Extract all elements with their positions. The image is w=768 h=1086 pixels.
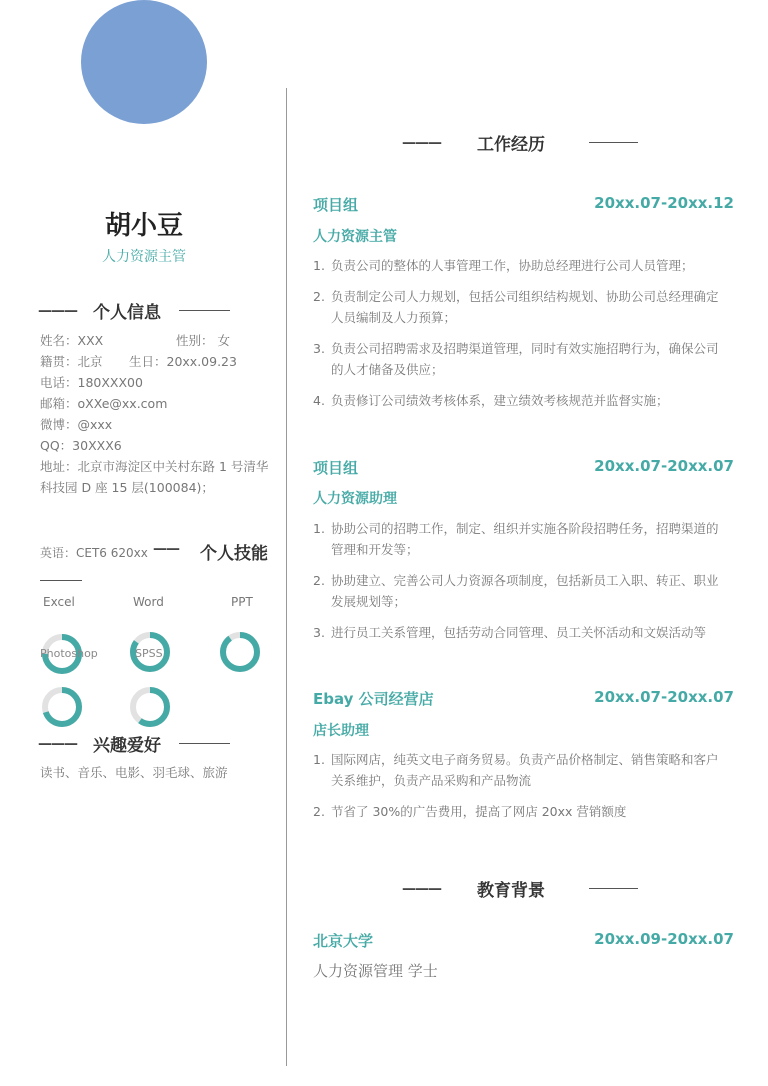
- job-role: 人力资源助理: [313, 491, 397, 507]
- job-date: 20xx.07-20xx.12: [594, 194, 734, 212]
- job-org: Ebay 公司经营店: [313, 690, 434, 708]
- info-address: 地址：北京市海淀区中关村东路 1 号清华科技园 D 座 15 层(100084)；: [40, 459, 269, 495]
- skill-ring-photoshop: [41, 686, 83, 728]
- skills-heading: 个人技能: [200, 544, 268, 564]
- duty-item: 3. 负责公司招聘需求及招聘渠道管理，同时有效实施招聘行为，确保公司的人才储备及供应；: [313, 341, 719, 377]
- info-weibo: 微博：@xxx: [40, 417, 113, 432]
- duty-item: 1. 国际网店，纯英文电子商务贸易。负责产品价格制定、销售策略和客户关系维护，负责产品采购和产品物流: [313, 752, 719, 788]
- heading-line: [589, 142, 638, 143]
- skill-ring-spss: [129, 686, 171, 728]
- duty-item: 3. 进行员工关系管理，包括劳动合同管理、员工关怀活动和文娱活动等: [313, 625, 707, 640]
- hobbies-heading: ——— 兴趣爱好: [38, 731, 230, 756]
- avatar: [81, 0, 207, 124]
- skill-label-word: Word: [133, 595, 164, 609]
- edu-major: 人力资源管理 学士: [313, 962, 438, 980]
- heading-dash: ———: [402, 880, 441, 897]
- heading-line: [589, 888, 638, 889]
- skill-ring-ppt: [219, 631, 261, 673]
- heading-dash: ———: [38, 735, 77, 752]
- duty-item: 1. 协助公司的招聘工作，制定、组织并实施各阶段招聘任务，招聘渠道的管理和开发等；: [313, 521, 719, 557]
- heading-line: [40, 580, 82, 581]
- heading-line: [179, 743, 230, 744]
- skill-label-spss: SPSS: [135, 647, 163, 660]
- job-duties: [313, 749, 725, 832]
- skill-ring-fill: [223, 635, 257, 669]
- job-role: 店长助理: [313, 723, 369, 739]
- job-role: 人力资源主管: [313, 229, 397, 245]
- hobbies-text: 读书、音乐、电影、羽毛球、旅游: [40, 765, 228, 780]
- edu-school: 北京大学: [313, 932, 374, 950]
- heading-dash: ——: [153, 541, 179, 557]
- job-org: 项目组: [313, 459, 359, 477]
- duty-item: 2. 负责制定公司人力规划，包括公司组织结构规划、协助公司总经理确定人员编制及人力预算；: [313, 289, 719, 325]
- heading-dash: ———: [402, 134, 441, 151]
- info-hometown: 籍贯：北京: [40, 354, 103, 369]
- english-level: 英语：CET6 620xx: [40, 546, 148, 560]
- edu-date: 20xx.09-20xx.07: [594, 930, 734, 948]
- info-qq: QQ：30XXX6: [40, 438, 122, 453]
- info-phone: 电话：180XXX00: [40, 375, 143, 390]
- heading-line: [179, 310, 230, 311]
- column-divider: [286, 88, 287, 1066]
- job-date: 20xx.07-20xx.07: [594, 688, 734, 706]
- job-date: 20xx.07-20xx.07: [594, 457, 734, 475]
- personal-info-heading: ——— 个人信息: [38, 298, 230, 323]
- duty-item: 4. 负责修订公司绩效考核体系，建立绩效考核规范并监督实施；: [313, 393, 669, 408]
- skill-label-excel: Excel: [43, 595, 75, 609]
- job-org: 项目组: [313, 196, 359, 214]
- duty-item: 2. 节省了 30%的广告费用，提高了网店 20xx 营销额度: [313, 804, 627, 819]
- duty-item: 2. 协助建立、完善公司人力资源各项制度，包括新员工入职、转正、职业发展规划等；: [313, 573, 719, 609]
- profile-name: 胡小豆: [104, 211, 183, 241]
- experience-heading: ——— 工作经历: [402, 130, 638, 155]
- info-gender: 性别： 女: [176, 333, 230, 348]
- skill-label-ppt: PPT: [231, 595, 253, 609]
- job-duties: [313, 518, 725, 653]
- skill-label-photoshop: Photoshop: [40, 647, 98, 660]
- education-heading: ——— 教育背景: [402, 876, 638, 901]
- profile-title: 人力资源主管: [102, 249, 186, 265]
- heading-dash: ———: [38, 302, 77, 319]
- info-name: 姓名：XXX: [40, 333, 104, 348]
- info-birthday: 生日：20xx.09.23: [129, 354, 237, 369]
- job-duties: [313, 255, 725, 421]
- duty-item: 1. 负责公司的整体的人事管理工作，协助总经理进行公司人员管理；: [313, 258, 694, 273]
- info-email: 邮箱：oXXe@xx.com: [40, 396, 168, 411]
